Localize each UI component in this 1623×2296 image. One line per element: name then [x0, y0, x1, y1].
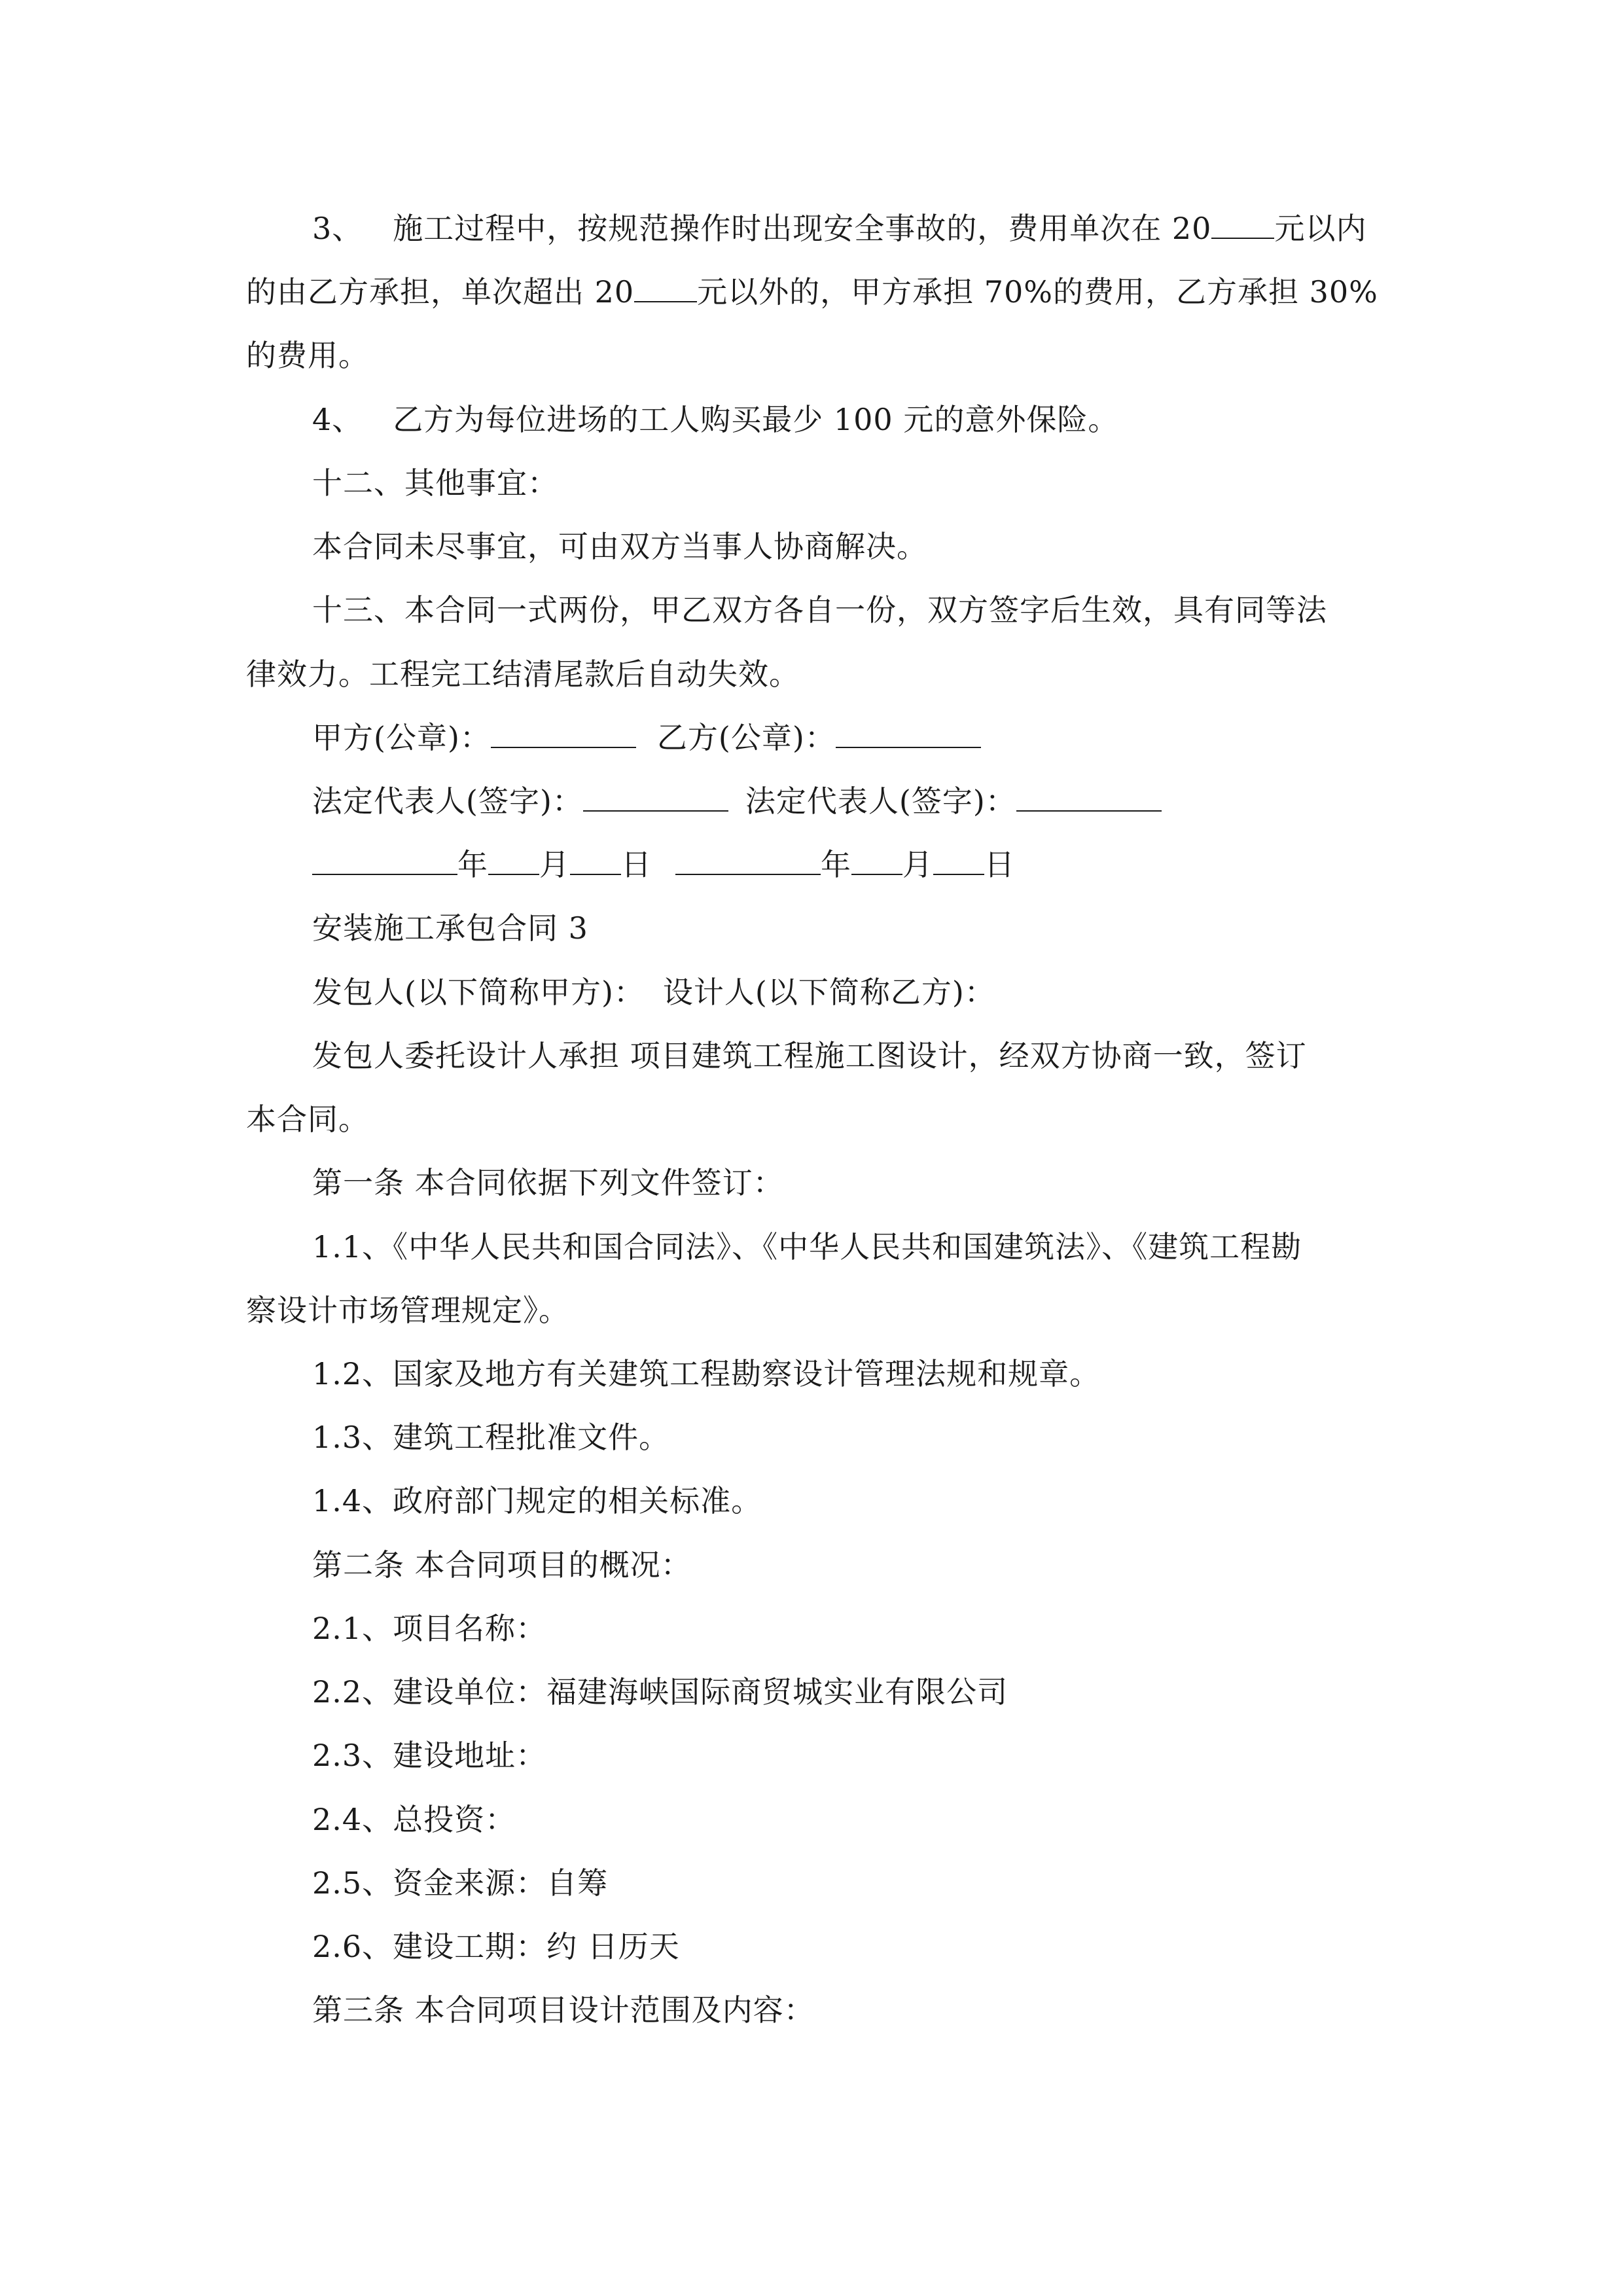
parties-line	[312, 973, 995, 1012]
article-2-item-1: 2.1、项目名称：	[312, 1611, 547, 1646]
day-label: 日	[984, 847, 1015, 882]
day-a-field	[570, 848, 621, 875]
clause-11-3-line1	[312, 209, 1366, 248]
article-2-item-2: 2.2、建设单位：福建海峡国际商贸城实业有限公司	[312, 1674, 1008, 1710]
month-label: 月	[902, 847, 933, 882]
date-line	[312, 845, 1015, 884]
rep-a-field	[583, 784, 728, 812]
intro-line2: 本合同。	[246, 1102, 369, 1137]
month-b-field	[851, 848, 902, 875]
clause-text: 乙方为每位进场的工人购买最少 100 元的意外保险。	[393, 402, 1119, 437]
party-a-seal-field	[491, 721, 636, 748]
clause-11-4	[312, 400, 1118, 439]
employer-label: 发包人(以下简称甲方)：	[312, 975, 645, 1010]
section-13-line1: 十三、本合同一式两份，甲乙双方各自一份，双方签字后生效，具有同等法	[312, 592, 1327, 628]
clause-11-3-line3: 的费用。	[246, 338, 369, 373]
clause-number: 3、	[312, 211, 363, 246]
article-2-item-6: 2.6、建设工期：约 日历天	[312, 1929, 680, 1964]
section-12-text: 本合同未尽事宜，可由双方当事人协商解决。	[312, 529, 927, 564]
article-1-item-2: 1.2、国家及地方有关建筑工程勘察设计管理法规和规章。	[312, 1356, 1101, 1391]
day-label: 日	[621, 847, 652, 882]
article-2-item-3: 2.3、建设地址：	[312, 1738, 547, 1773]
clause-text: 元以内	[1274, 211, 1367, 246]
year-b-field	[675, 848, 821, 875]
clause-number: 4、	[312, 402, 363, 437]
article-1-item-4: 1.4、政府部门规定的相关标准。	[312, 1483, 762, 1518]
year-label: 年	[821, 847, 851, 882]
clause-text: 施工过程中，按规范操作时出现安全事故的，费用单次在 20	[393, 211, 1212, 246]
month-a-field	[488, 848, 539, 875]
party-b-seal-field	[836, 721, 981, 748]
article-1-item-1-line2: 察设计市场管理规定》。	[246, 1293, 569, 1328]
blank-field	[1211, 211, 1274, 239]
clause-text: 的由乙方承担，单次超出 20	[246, 274, 635, 310]
day-b-field	[933, 848, 984, 875]
year-label: 年	[457, 847, 488, 882]
article-2-heading: 第二条 本合同项目的概况：	[312, 1547, 692, 1583]
party-b-seal-label: 乙方(公章)：	[656, 720, 836, 755]
rep-b-label: 法定代表人(签字)：	[745, 783, 1016, 819]
section-13-line2: 律效力。工程完工结清尾款后自动失效。	[246, 656, 800, 692]
article-2-item-4: 2.4、总投资：	[312, 1802, 516, 1837]
rep-a-label: 法定代表人(签字)：	[312, 783, 583, 819]
year-a-field	[312, 848, 457, 875]
month-label: 月	[539, 847, 570, 882]
seal-line	[312, 718, 981, 757]
article-1-item-1-line1: 1.1、《中华人民共和国合同法》、《中华人民共和国建筑法》、《建筑工程勘	[312, 1229, 1302, 1265]
clause-text: 元以外的，甲方承担 70%的费用，乙方承担 30%	[697, 274, 1378, 310]
clause-11-3-line2	[246, 272, 1378, 312]
party-a-seal-label: 甲方(公章)：	[312, 720, 491, 755]
designer-label: 设计人(以下简称乙方)：	[662, 975, 995, 1010]
representative-line	[312, 781, 1162, 821]
contract-3-title: 安装施工承包合同 3	[312, 910, 588, 946]
article-1-heading: 第一条 本合同依据下列文件签订：	[312, 1165, 784, 1200]
intro-line1: 发包人委托设计人承担 项目建筑工程施工图设计，经双方协商一致，签订	[312, 1038, 1307, 1073]
blank-field	[634, 275, 697, 302]
rep-b-field	[1016, 784, 1162, 812]
article-1-item-3: 1.3、建筑工程批准文件。	[312, 1420, 670, 1455]
section-12-heading: 十二、其他事宜：	[312, 465, 558, 501]
article-3-heading: 第三条 本合同项目设计范围及内容：	[312, 1992, 815, 2028]
article-2-item-5: 2.5、资金来源：自筹	[312, 1865, 609, 1901]
